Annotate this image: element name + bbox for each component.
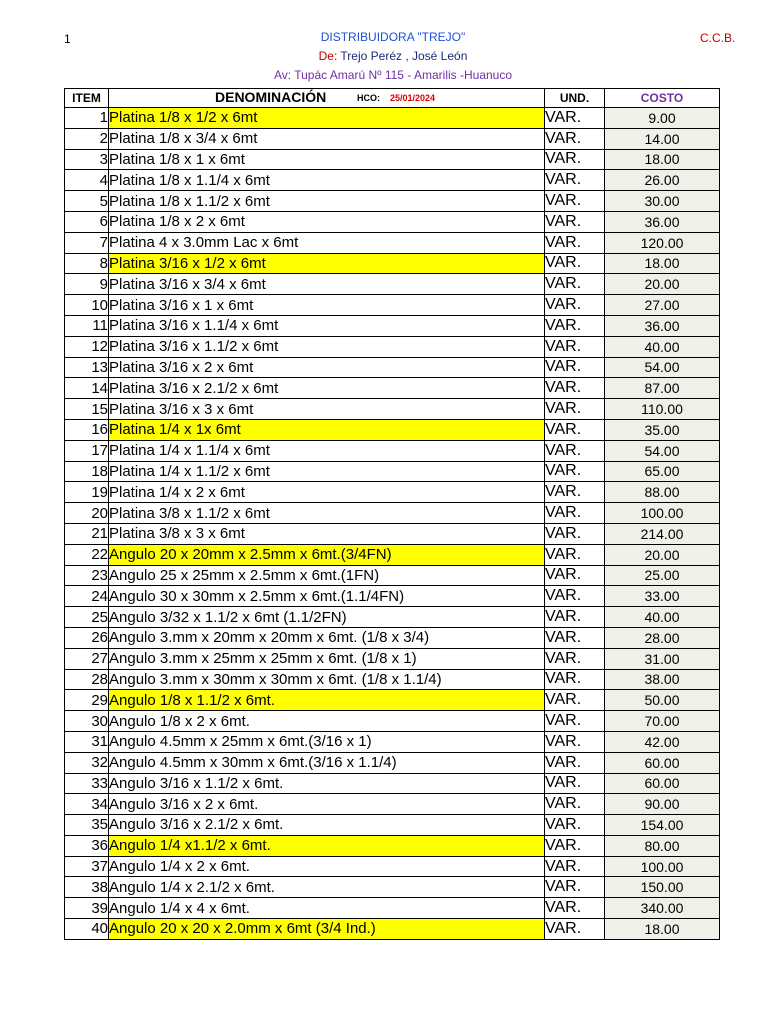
- item-unit: VAR.: [545, 128, 605, 149]
- item-denomination: Angulo 1/4 x 2 x 6mt.: [109, 856, 545, 877]
- item-denomination: Platina 1/8 x 1/2 x 6mt: [109, 108, 545, 129]
- table-row: [65, 627, 720, 648]
- item-denomination: Platina 3/8 x 3 x 6mt: [109, 523, 545, 544]
- table-row: [65, 586, 720, 607]
- table-row: [65, 877, 720, 898]
- table-row: [65, 108, 720, 129]
- item-number: 32: [65, 752, 109, 773]
- table-row: [65, 419, 720, 440]
- table-row: [65, 690, 720, 711]
- item-denomination: Angulo 3/16 x 2.1/2 x 6mt.: [109, 815, 545, 836]
- item-cost: 25.00: [605, 565, 720, 586]
- item-cost: 35.00: [605, 419, 720, 440]
- item-cost: 28.00: [605, 627, 720, 648]
- item-cost: 38.00: [605, 669, 720, 690]
- item-denomination: Platina 4 x 3.0mm Lac x 6mt: [109, 232, 545, 253]
- item-denomination: Angulo 1/8 x 1.1/2 x 6mt.: [109, 690, 545, 711]
- item-unit: VAR.: [545, 919, 605, 940]
- item-unit: VAR.: [545, 711, 605, 732]
- item-unit: VAR.: [545, 378, 605, 399]
- item-number: 13: [65, 357, 109, 378]
- table-row: [65, 274, 720, 295]
- item-number: 20: [65, 503, 109, 524]
- item-number: 10: [65, 295, 109, 316]
- item-cost: 50.00: [605, 690, 720, 711]
- item-number: 34: [65, 794, 109, 815]
- item-cost: 40.00: [605, 607, 720, 628]
- item-cost: 88.00: [605, 482, 720, 503]
- item-cost: 31.00: [605, 648, 720, 669]
- item-unit: VAR.: [545, 149, 605, 170]
- item-cost: 80.00: [605, 835, 720, 856]
- table-row: [65, 399, 720, 420]
- table-row: [65, 752, 720, 773]
- item-cost: 30.00: [605, 191, 720, 212]
- item-denomination: Platina 3/16 x 2 x 6mt: [109, 357, 545, 378]
- table-row: [65, 503, 720, 524]
- item-number: 27: [65, 648, 109, 669]
- table-row: [65, 669, 720, 690]
- item-denomination: Platina 1/8 x 1 x 6mt: [109, 149, 545, 170]
- table-row: [65, 565, 720, 586]
- table-row: [65, 731, 720, 752]
- item-number: 22: [65, 544, 109, 565]
- item-number: 5: [65, 191, 109, 212]
- item-number: 2: [65, 128, 109, 149]
- item-cost: 18.00: [605, 149, 720, 170]
- item-number: 30: [65, 711, 109, 732]
- item-number: 36: [65, 835, 109, 856]
- item-unit: VAR.: [545, 232, 605, 253]
- item-cost: 70.00: [605, 711, 720, 732]
- item-number: 31: [65, 731, 109, 752]
- item-number: 8: [65, 253, 109, 274]
- item-denomination: Platina 1/4 x 1.1/4 x 6mt: [109, 440, 545, 461]
- item-number: 19: [65, 482, 109, 503]
- item-cost: 54.00: [605, 357, 720, 378]
- table-row: [65, 191, 720, 212]
- table-row: [65, 898, 720, 919]
- item-number: 3: [65, 149, 109, 170]
- item-denomination: Angulo 4.5mm x 30mm x 6mt.(3/16 x 1.1/4): [109, 752, 545, 773]
- item-unit: VAR.: [545, 419, 605, 440]
- item-unit: VAR.: [545, 315, 605, 336]
- item-number: 17: [65, 440, 109, 461]
- item-number: 23: [65, 565, 109, 586]
- item-denomination: Platina 1/4 x 2 x 6mt: [109, 482, 545, 503]
- item-unit: VAR.: [545, 627, 605, 648]
- table-row: [65, 648, 720, 669]
- owner-line: [0, 49, 768, 63]
- item-denomination: Platina 3/16 x 2.1/2 x 6mt: [109, 378, 545, 399]
- item-cost: 36.00: [605, 315, 720, 336]
- item-cost: 120.00: [605, 232, 720, 253]
- item-cost: 27.00: [605, 295, 720, 316]
- item-cost: 18.00: [605, 919, 720, 940]
- item-denomination: Platina 3/16 x 1 x 6mt: [109, 295, 545, 316]
- table-row: [65, 461, 720, 482]
- item-cost: 110.00: [605, 399, 720, 420]
- table-row: [65, 856, 720, 877]
- item-unit: VAR.: [545, 773, 605, 794]
- column-header-item: ITEM: [65, 89, 109, 108]
- item-cost: 87.00: [605, 378, 720, 399]
- item-cost: 150.00: [605, 877, 720, 898]
- denomination-label: DENOMINACIÓN: [215, 89, 327, 105]
- item-unit: VAR.: [545, 856, 605, 877]
- item-number: 7: [65, 232, 109, 253]
- item-cost: 20.00: [605, 544, 720, 565]
- item-unit: VAR.: [545, 295, 605, 316]
- item-denomination: Angulo 1/4 x 2.1/2 x 6mt.: [109, 877, 545, 898]
- item-denomination: Angulo 3.mm x 30mm x 30mm x 6mt. (1/8 x 1.1/4): [109, 669, 545, 690]
- table-row: [65, 773, 720, 794]
- item-cost: 33.00: [605, 586, 720, 607]
- item-denomination: Angulo 30 x 30mm x 2.5mm x 6mt.(1.1/4FN): [109, 586, 545, 607]
- table-row: [65, 336, 720, 357]
- table-row: [65, 794, 720, 815]
- item-unit: VAR.: [545, 898, 605, 919]
- item-denomination: Platina 1/8 x 1.1/4 x 6mt: [109, 170, 545, 191]
- item-denomination: Platina 3/16 x 1.1/4 x 6mt: [109, 315, 545, 336]
- item-denomination: Angulo 3/32 x 1.1/2 x 6mt (1.1/2FN): [109, 607, 545, 628]
- item-unit: VAR.: [545, 794, 605, 815]
- item-number: 6: [65, 211, 109, 232]
- item-denomination: Angulo 4.5mm x 25mm x 6mt.(3/16 x 1): [109, 731, 545, 752]
- item-cost: 60.00: [605, 773, 720, 794]
- item-cost: 154.00: [605, 815, 720, 836]
- item-denomination: Platina 1/8 x 2 x 6mt: [109, 211, 545, 232]
- company-address: Av: Tupác Amarú Nº 115 - Amarilis -Huanuco: [273, 68, 513, 82]
- item-unit: VAR.: [545, 170, 605, 191]
- item-denomination: Platina 3/16 x 1.1/2 x 6mt: [109, 336, 545, 357]
- table-row: [65, 253, 720, 274]
- item-denomination: Angulo 3.mm x 20mm x 20mm x 6mt. (1/8 x 3/4): [109, 627, 545, 648]
- item-denomination: Platina 1/4 x 1x 6mt: [109, 419, 545, 440]
- column-header-cost: COSTO: [605, 89, 720, 108]
- item-unit: VAR.: [545, 253, 605, 274]
- item-number: 11: [65, 315, 109, 336]
- item-cost: 14.00: [605, 128, 720, 149]
- item-number: 1: [65, 108, 109, 129]
- item-unit: VAR.: [545, 731, 605, 752]
- item-unit: VAR.: [545, 877, 605, 898]
- table-row: [65, 149, 720, 170]
- item-number: 9: [65, 274, 109, 295]
- hco-label: HCO:: [357, 93, 380, 103]
- table-row: [65, 835, 720, 856]
- column-header-unit: UND.: [545, 89, 605, 108]
- item-denomination: Platina 1/4 x 1.1/2 x 6mt: [109, 461, 545, 482]
- item-unit: VAR.: [545, 357, 605, 378]
- item-number: 28: [65, 669, 109, 690]
- item-number: 12: [65, 336, 109, 357]
- item-denomination: Angulo 1/4 x1.1/2 x 6mt.: [109, 835, 545, 856]
- item-cost: 60.00: [605, 752, 720, 773]
- item-number: 15: [65, 399, 109, 420]
- item-cost: 214.00: [605, 523, 720, 544]
- item-cost: 36.00: [605, 211, 720, 232]
- item-unit: VAR.: [545, 565, 605, 586]
- item-denomination: Angulo 25 x 25mm x 2.5mm x 6mt.(1FN): [109, 565, 545, 586]
- owner-prefix: De:: [318, 49, 338, 63]
- item-denomination: Platina 3/16 x 3/4 x 6mt: [109, 274, 545, 295]
- item-cost: 40.00: [605, 336, 720, 357]
- item-number: 40: [65, 919, 109, 940]
- table-row: [65, 523, 720, 544]
- table-row: [65, 544, 720, 565]
- item-number: 21: [65, 523, 109, 544]
- item-number: 38: [65, 877, 109, 898]
- item-number: 14: [65, 378, 109, 399]
- item-unit: VAR.: [545, 648, 605, 669]
- company-name: DISTRIBUIDORA "TREJO": [320, 30, 466, 44]
- item-cost: 26.00: [605, 170, 720, 191]
- item-unit: VAR.: [545, 835, 605, 856]
- item-number: 29: [65, 690, 109, 711]
- item-cost: 65.00: [605, 461, 720, 482]
- item-number: 37: [65, 856, 109, 877]
- table-row: [65, 128, 720, 149]
- owner-name: Trejo Peréz , José León: [340, 49, 468, 63]
- item-cost: 100.00: [605, 503, 720, 524]
- item-denomination: Angulo 3/16 x 2 x 6mt.: [109, 794, 545, 815]
- item-unit: VAR.: [545, 669, 605, 690]
- item-unit: VAR.: [545, 399, 605, 420]
- item-denomination: Platina 1/8 x 3/4 x 6mt: [109, 128, 545, 149]
- price-table: [64, 88, 720, 940]
- item-cost: 18.00: [605, 253, 720, 274]
- table-row: [65, 232, 720, 253]
- item-unit: VAR.: [545, 523, 605, 544]
- item-denomination: Angulo 1/4 x 4 x 6mt.: [109, 898, 545, 919]
- item-denomination: Platina 1/8 x 1.1/2 x 6mt: [109, 191, 545, 212]
- item-number: 39: [65, 898, 109, 919]
- table-row: [65, 295, 720, 316]
- table-row: [65, 440, 720, 461]
- item-number: 33: [65, 773, 109, 794]
- item-unit: VAR.: [545, 191, 605, 212]
- item-cost: 340.00: [605, 898, 720, 919]
- table-row: [65, 607, 720, 628]
- table-row: [65, 919, 720, 940]
- item-unit: VAR.: [545, 815, 605, 836]
- item-unit: VAR.: [545, 544, 605, 565]
- item-denomination: Platina 3/16 x 1/2 x 6mt: [109, 253, 545, 274]
- table-row: [65, 482, 720, 503]
- table-header-row: [65, 89, 720, 108]
- item-unit: VAR.: [545, 607, 605, 628]
- item-number: 18: [65, 461, 109, 482]
- column-header-denomination: [109, 89, 545, 108]
- table-row: [65, 711, 720, 732]
- table-row: [65, 815, 720, 836]
- table-row: [65, 170, 720, 191]
- item-unit: VAR.: [545, 503, 605, 524]
- table-body: [65, 108, 720, 940]
- item-denomination: Angulo 20 x 20mm x 2.5mm x 6mt.(3/4FN): [109, 544, 545, 565]
- item-denomination: Platina 3/8 x 1.1/2 x 6mt: [109, 503, 545, 524]
- item-denomination: Angulo 3.mm x 25mm x 25mm x 6mt. (1/8 x 1): [109, 648, 545, 669]
- item-cost: 9.00: [605, 108, 720, 129]
- item-number: 25: [65, 607, 109, 628]
- item-denomination: Angulo 3/16 x 1.1/2 x 6mt.: [109, 773, 545, 794]
- item-unit: VAR.: [545, 108, 605, 129]
- item-cost: 54.00: [605, 440, 720, 461]
- item-denomination: Angulo 20 x 20 x 2.0mm x 6mt (3/4 Ind.): [109, 919, 545, 940]
- item-cost: 100.00: [605, 856, 720, 877]
- item-unit: VAR.: [545, 440, 605, 461]
- table-row: [65, 378, 720, 399]
- item-denomination: Platina 3/16 x 3 x 6mt: [109, 399, 545, 420]
- item-number: 4: [65, 170, 109, 191]
- item-unit: VAR.: [545, 336, 605, 357]
- item-unit: VAR.: [545, 461, 605, 482]
- item-unit: VAR.: [545, 274, 605, 295]
- item-denomination: Angulo 1/8 x 2 x 6mt.: [109, 711, 545, 732]
- hco-date: 25/01/2024: [390, 93, 436, 103]
- document-code: C.C.B.: [700, 31, 736, 45]
- item-number: 35: [65, 815, 109, 836]
- table-row: [65, 315, 720, 336]
- item-number: 16: [65, 419, 109, 440]
- item-number: 24: [65, 586, 109, 607]
- item-unit: VAR.: [545, 752, 605, 773]
- item-number: 26: [65, 627, 109, 648]
- table-row: [65, 211, 720, 232]
- item-unit: VAR.: [545, 690, 605, 711]
- item-cost: 90.00: [605, 794, 720, 815]
- item-unit: VAR.: [545, 211, 605, 232]
- table-row: [65, 357, 720, 378]
- item-unit: VAR.: [545, 482, 605, 503]
- item-cost: 20.00: [605, 274, 720, 295]
- item-unit: VAR.: [545, 586, 605, 607]
- page-number: 1: [64, 32, 71, 46]
- item-cost: 42.00: [605, 731, 720, 752]
